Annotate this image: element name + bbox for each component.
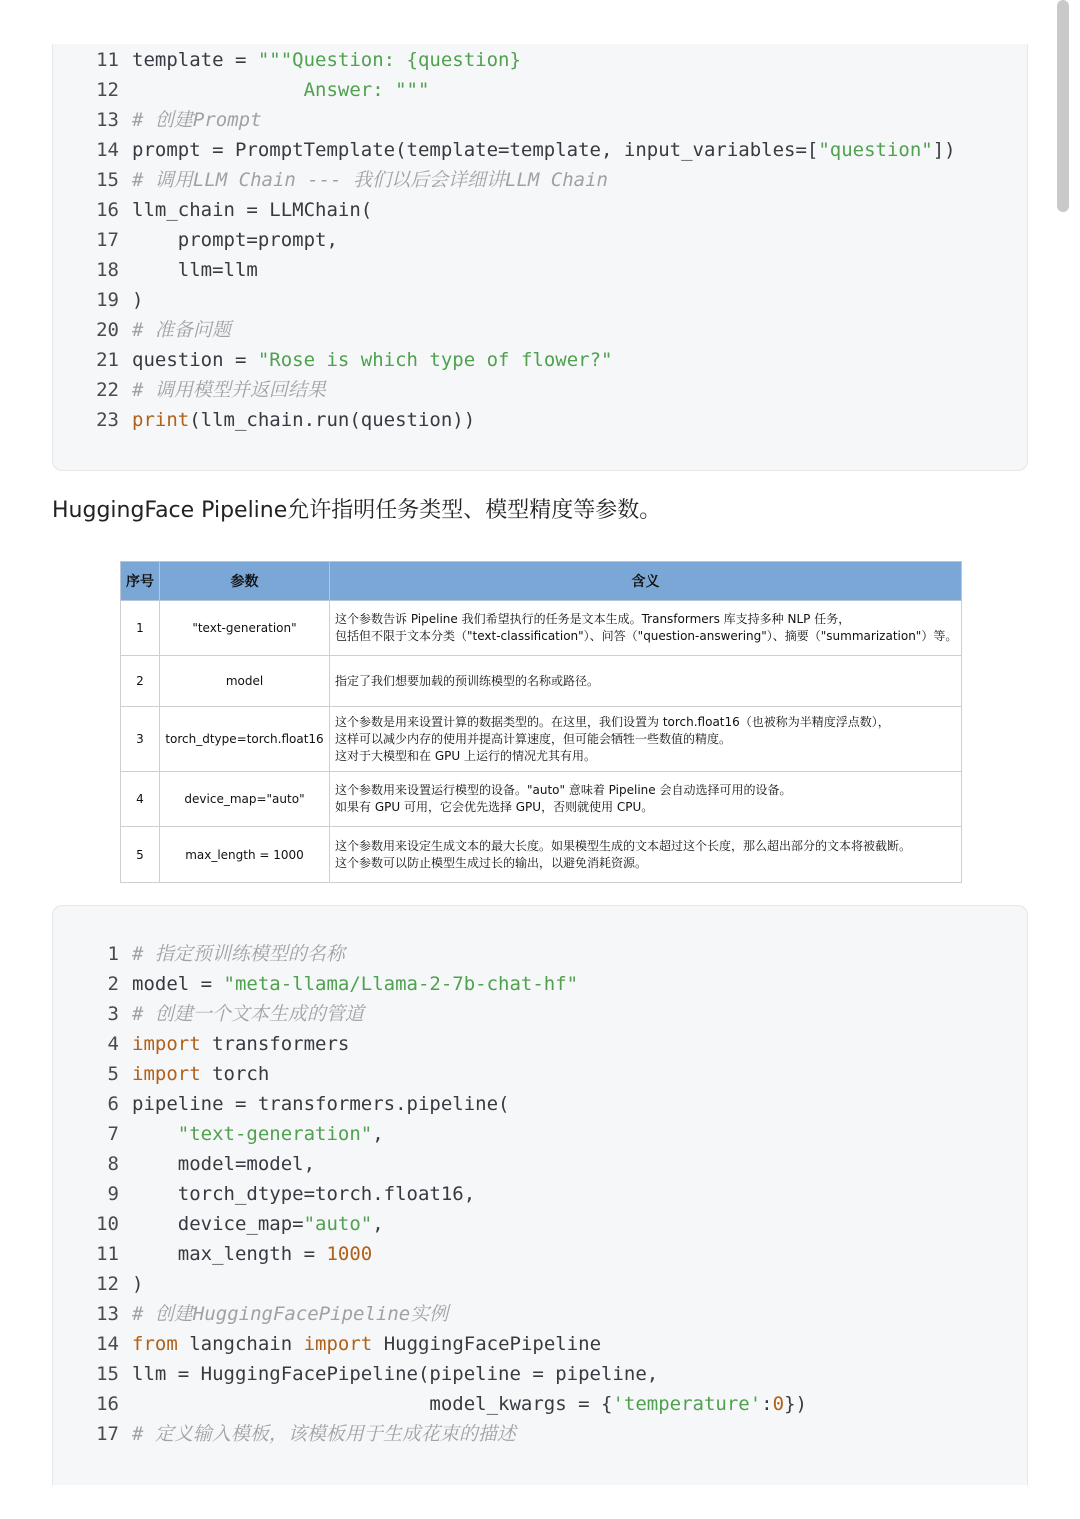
code-token: 1000 xyxy=(326,1243,373,1265)
table-row xyxy=(121,827,962,883)
code-text xyxy=(132,375,326,405)
cell-meaning xyxy=(330,656,962,707)
code-text xyxy=(132,1329,601,1359)
table-row xyxy=(121,656,962,707)
cell-parameter: max_length = 1000 xyxy=(160,827,330,883)
code-line xyxy=(53,405,1027,435)
code-text xyxy=(132,1179,475,1209)
code-token: # 创建Prompt xyxy=(132,109,262,131)
code-token: transformers xyxy=(200,1033,350,1055)
code-token: llm_chain = LLMChain( xyxy=(132,199,373,221)
code-token: model = xyxy=(132,973,224,995)
code-line xyxy=(53,1149,1027,1179)
page-scrollbar[interactable] xyxy=(1057,0,1069,212)
code-text xyxy=(132,1299,448,1329)
line-number: 9 xyxy=(107,1183,119,1205)
code-token: langchain xyxy=(177,1333,304,1355)
code-text xyxy=(132,1239,372,1269)
line-number: 5 xyxy=(107,1063,119,1085)
code-token: question = xyxy=(132,349,258,371)
code-text xyxy=(132,195,372,225)
cell-index: 5 xyxy=(121,827,160,883)
code-text xyxy=(132,1389,807,1419)
code-token: "auto" xyxy=(303,1213,373,1235)
code-token: , xyxy=(372,1123,384,1145)
code-token: """Question: {question} xyxy=(257,49,521,71)
code-text xyxy=(132,1359,658,1389)
line-number: 10 xyxy=(96,1213,119,1235)
code-token: # 定义输入模板，该模板用于生成花束的描述 xyxy=(132,1423,516,1445)
cell-index: 4 xyxy=(121,772,160,827)
code-text xyxy=(132,45,521,75)
code-text xyxy=(132,255,258,285)
code-text xyxy=(132,135,956,165)
code-text xyxy=(132,1089,510,1119)
code-line xyxy=(53,375,1027,405)
cell-meaning xyxy=(330,707,962,772)
code-token: Answer: """ xyxy=(303,79,430,101)
code-block-llm-chain xyxy=(52,44,1028,471)
code-text xyxy=(132,285,143,315)
line-number: 7 xyxy=(107,1123,119,1145)
code-text xyxy=(132,1419,516,1449)
code-line xyxy=(53,1089,1027,1119)
code-line xyxy=(53,1059,1027,1089)
line-number: 19 xyxy=(96,289,119,311)
code-token: : xyxy=(761,1393,773,1415)
code-line xyxy=(53,1419,1027,1449)
code-token: 0 xyxy=(772,1393,785,1415)
code-token: # 准备问题 xyxy=(132,319,231,341)
code-line xyxy=(53,45,1027,75)
code-token: 'temperature' xyxy=(612,1393,762,1415)
cell-index: 2 xyxy=(121,656,160,707)
code-token: "meta-llama/Llama-2-7b-chat-hf" xyxy=(223,973,579,995)
cell-parameter: "text-generation" xyxy=(160,601,330,656)
code-token: torch_dtype=torch.float16, xyxy=(132,1183,476,1205)
code-token: prompt=prompt, xyxy=(132,229,338,251)
line-number: 22 xyxy=(96,379,119,401)
code-line xyxy=(53,1389,1027,1419)
cell-meaning xyxy=(330,601,962,656)
code-line xyxy=(53,225,1027,255)
code-line xyxy=(53,165,1027,195)
code-token: print xyxy=(132,409,190,431)
code-text xyxy=(132,75,429,105)
code-text xyxy=(132,1029,349,1059)
meaning-line: 这个参数用来设置运行模型的设备。"auto" 意味着 Pipeline 会自动选择可用的设备。 xyxy=(335,783,792,797)
pipeline-description: HuggingFace Pipeline允许指明任务类型、模型精度等参数。 xyxy=(52,498,662,523)
code-token: prompt = PromptTemplate(template=template, input_variables=[ xyxy=(132,139,819,161)
code-line xyxy=(53,999,1027,1029)
code-line xyxy=(53,1359,1027,1389)
code-line xyxy=(53,195,1027,225)
code-text xyxy=(132,1269,143,1299)
code-line xyxy=(53,969,1027,999)
code-text xyxy=(132,105,262,135)
line-number: 15 xyxy=(96,169,119,191)
meaning-line: 这个参数告诉 Pipeline 我们希望执行的任务是文本生成。Transformers 库支持多种 NLP 任务， xyxy=(335,612,851,626)
code-text xyxy=(132,165,608,195)
code-text xyxy=(132,225,338,255)
line-number: 4 xyxy=(107,1033,119,1055)
line-number: 3 xyxy=(107,1003,119,1025)
code-block-huggingface-pipeline xyxy=(52,905,1028,1485)
code-token: import xyxy=(132,1033,201,1055)
code-token: model_kwargs = { xyxy=(132,1393,613,1415)
code-token: # 创建HuggingFacePipeline实例 xyxy=(132,1303,449,1325)
code-token: from xyxy=(132,1333,178,1355)
table-header-row xyxy=(121,562,962,601)
code-line xyxy=(53,1119,1027,1149)
code-text xyxy=(132,969,578,999)
line-number: 20 xyxy=(96,319,119,341)
code-token: # 创建一个文本生成的管道 xyxy=(132,1003,364,1025)
line-number: 13 xyxy=(96,109,119,131)
meaning-line: 如果有 GPU 可用，它会优先选择 GPU，否则就使用 CPU。 xyxy=(335,800,654,814)
meaning-line: 这对于大模型和在 GPU 上运行的情况尤其有用。 xyxy=(335,748,596,763)
line-number: 13 xyxy=(96,1303,119,1325)
header-meaning: 含义 xyxy=(330,562,962,601)
code-token: "Rose is which type of flower?" xyxy=(257,349,613,371)
code-line xyxy=(53,315,1027,345)
line-number: 14 xyxy=(96,1333,119,1355)
code-line xyxy=(53,939,1027,969)
table-row xyxy=(121,601,962,656)
line-number: 8 xyxy=(107,1153,119,1175)
code-token: "question" xyxy=(818,139,933,161)
code-token: # 调用LLM Chain --- 我们以后会详细讲LLM Chain xyxy=(132,169,608,191)
line-number: 11 xyxy=(96,49,119,71)
line-number: 6 xyxy=(107,1093,119,1115)
line-number: 12 xyxy=(96,1273,119,1295)
line-number: 12 xyxy=(96,79,119,101)
line-number: 16 xyxy=(96,199,119,221)
line-number: 21 xyxy=(96,349,119,371)
code-token: ) xyxy=(132,1273,144,1295)
line-number: 11 xyxy=(96,1243,119,1265)
code-line xyxy=(53,1209,1027,1239)
code-line xyxy=(53,1179,1027,1209)
code-line xyxy=(53,1329,1027,1359)
meaning-line: 这个参数可以防止模型生成过长的输出，以避免消耗资源。 xyxy=(335,855,648,870)
code-line xyxy=(53,1299,1027,1329)
code-token: ) xyxy=(132,289,144,311)
code-token: (llm_chain.run(question)) xyxy=(189,409,476,431)
code-line xyxy=(53,345,1027,375)
line-number: 17 xyxy=(96,229,119,251)
cell-parameter: torch_dtype=torch.float16 xyxy=(160,707,330,772)
code-line xyxy=(53,1239,1027,1269)
code-token: "text-generation" xyxy=(177,1123,373,1145)
code-token: }) xyxy=(784,1393,807,1415)
code-token: ]) xyxy=(932,139,956,161)
cell-parameter: device_map="auto" xyxy=(160,772,330,827)
code-text xyxy=(132,405,475,435)
code-text xyxy=(132,939,345,969)
code-line xyxy=(53,135,1027,165)
code-token: model=model, xyxy=(132,1153,316,1175)
line-number: 15 xyxy=(96,1363,119,1385)
code-text xyxy=(132,999,364,1029)
code-token: # 调用模型并返回结果 xyxy=(132,379,326,401)
code-token: llm=llm xyxy=(132,259,258,281)
cell-index: 1 xyxy=(121,601,160,656)
code-text xyxy=(132,1149,315,1179)
code-token: pipeline = transformers.pipeline( xyxy=(132,1093,510,1115)
meaning-line: 包括但不限于文本分类（"text-classification"）、问答（"question-answering"）、摘要（"summarization"）等。 xyxy=(335,629,958,643)
code-text xyxy=(132,315,231,345)
code-token: , xyxy=(372,1213,384,1235)
header-index: 序号 xyxy=(121,562,160,601)
line-number: 2 xyxy=(107,973,119,995)
cell-parameter: model xyxy=(160,656,330,707)
cell-index: 3 xyxy=(121,707,160,772)
code-token: torch xyxy=(200,1063,270,1085)
code-token xyxy=(132,1123,178,1145)
line-number: 17 xyxy=(96,1423,119,1445)
pipeline-parameter-table xyxy=(120,561,962,883)
code-line xyxy=(53,1269,1027,1299)
meaning-line: 这样可以减少内存的使用并提高计算速度，但可能会牺牲一些数值的精度。 xyxy=(335,731,732,746)
code-text xyxy=(132,1119,384,1149)
line-number: 23 xyxy=(96,409,119,431)
table-row xyxy=(121,707,962,772)
code-line xyxy=(53,285,1027,315)
line-number: 1 xyxy=(107,943,119,965)
code-line xyxy=(53,1029,1027,1059)
code-line xyxy=(53,105,1027,135)
code-text xyxy=(132,1059,269,1089)
meaning-line: 这个参数用来设定生成文本的最大长度。如果模型生成的文本超过这个长度，那么超出部分的文本将被截断。 xyxy=(335,838,912,853)
code-text xyxy=(132,1209,384,1239)
code-token: HuggingFacePipeline xyxy=(372,1333,602,1355)
cell-meaning xyxy=(330,772,962,827)
line-number: 18 xyxy=(96,259,119,281)
code-text xyxy=(132,345,612,375)
line-number: 14 xyxy=(96,139,119,161)
meaning-line: 指定了我们想要加载的预训练模型的名称或路径。 xyxy=(335,673,600,688)
code-token xyxy=(132,79,304,101)
line-number: 16 xyxy=(96,1393,119,1415)
code-token: import xyxy=(303,1333,373,1355)
code-token: llm = HuggingFacePipeline(pipeline = pipeline, xyxy=(132,1363,659,1385)
code-token: device_map= xyxy=(132,1213,304,1235)
code-token: template = xyxy=(132,49,258,71)
meaning-line: 这个参数是用来设置计算的数据类型的。在这里，我们设置为 torch.float16（也被称为半精度浮点数）， xyxy=(335,714,890,729)
code-line xyxy=(53,255,1027,285)
code-line xyxy=(53,75,1027,105)
table-row xyxy=(121,772,962,827)
cell-meaning xyxy=(330,827,962,883)
code-token: # 指定预训练模型的名称 xyxy=(132,943,345,965)
code-token: max_length = xyxy=(132,1243,327,1265)
header-parameter: 参数 xyxy=(160,562,330,601)
code-token: import xyxy=(132,1063,201,1085)
